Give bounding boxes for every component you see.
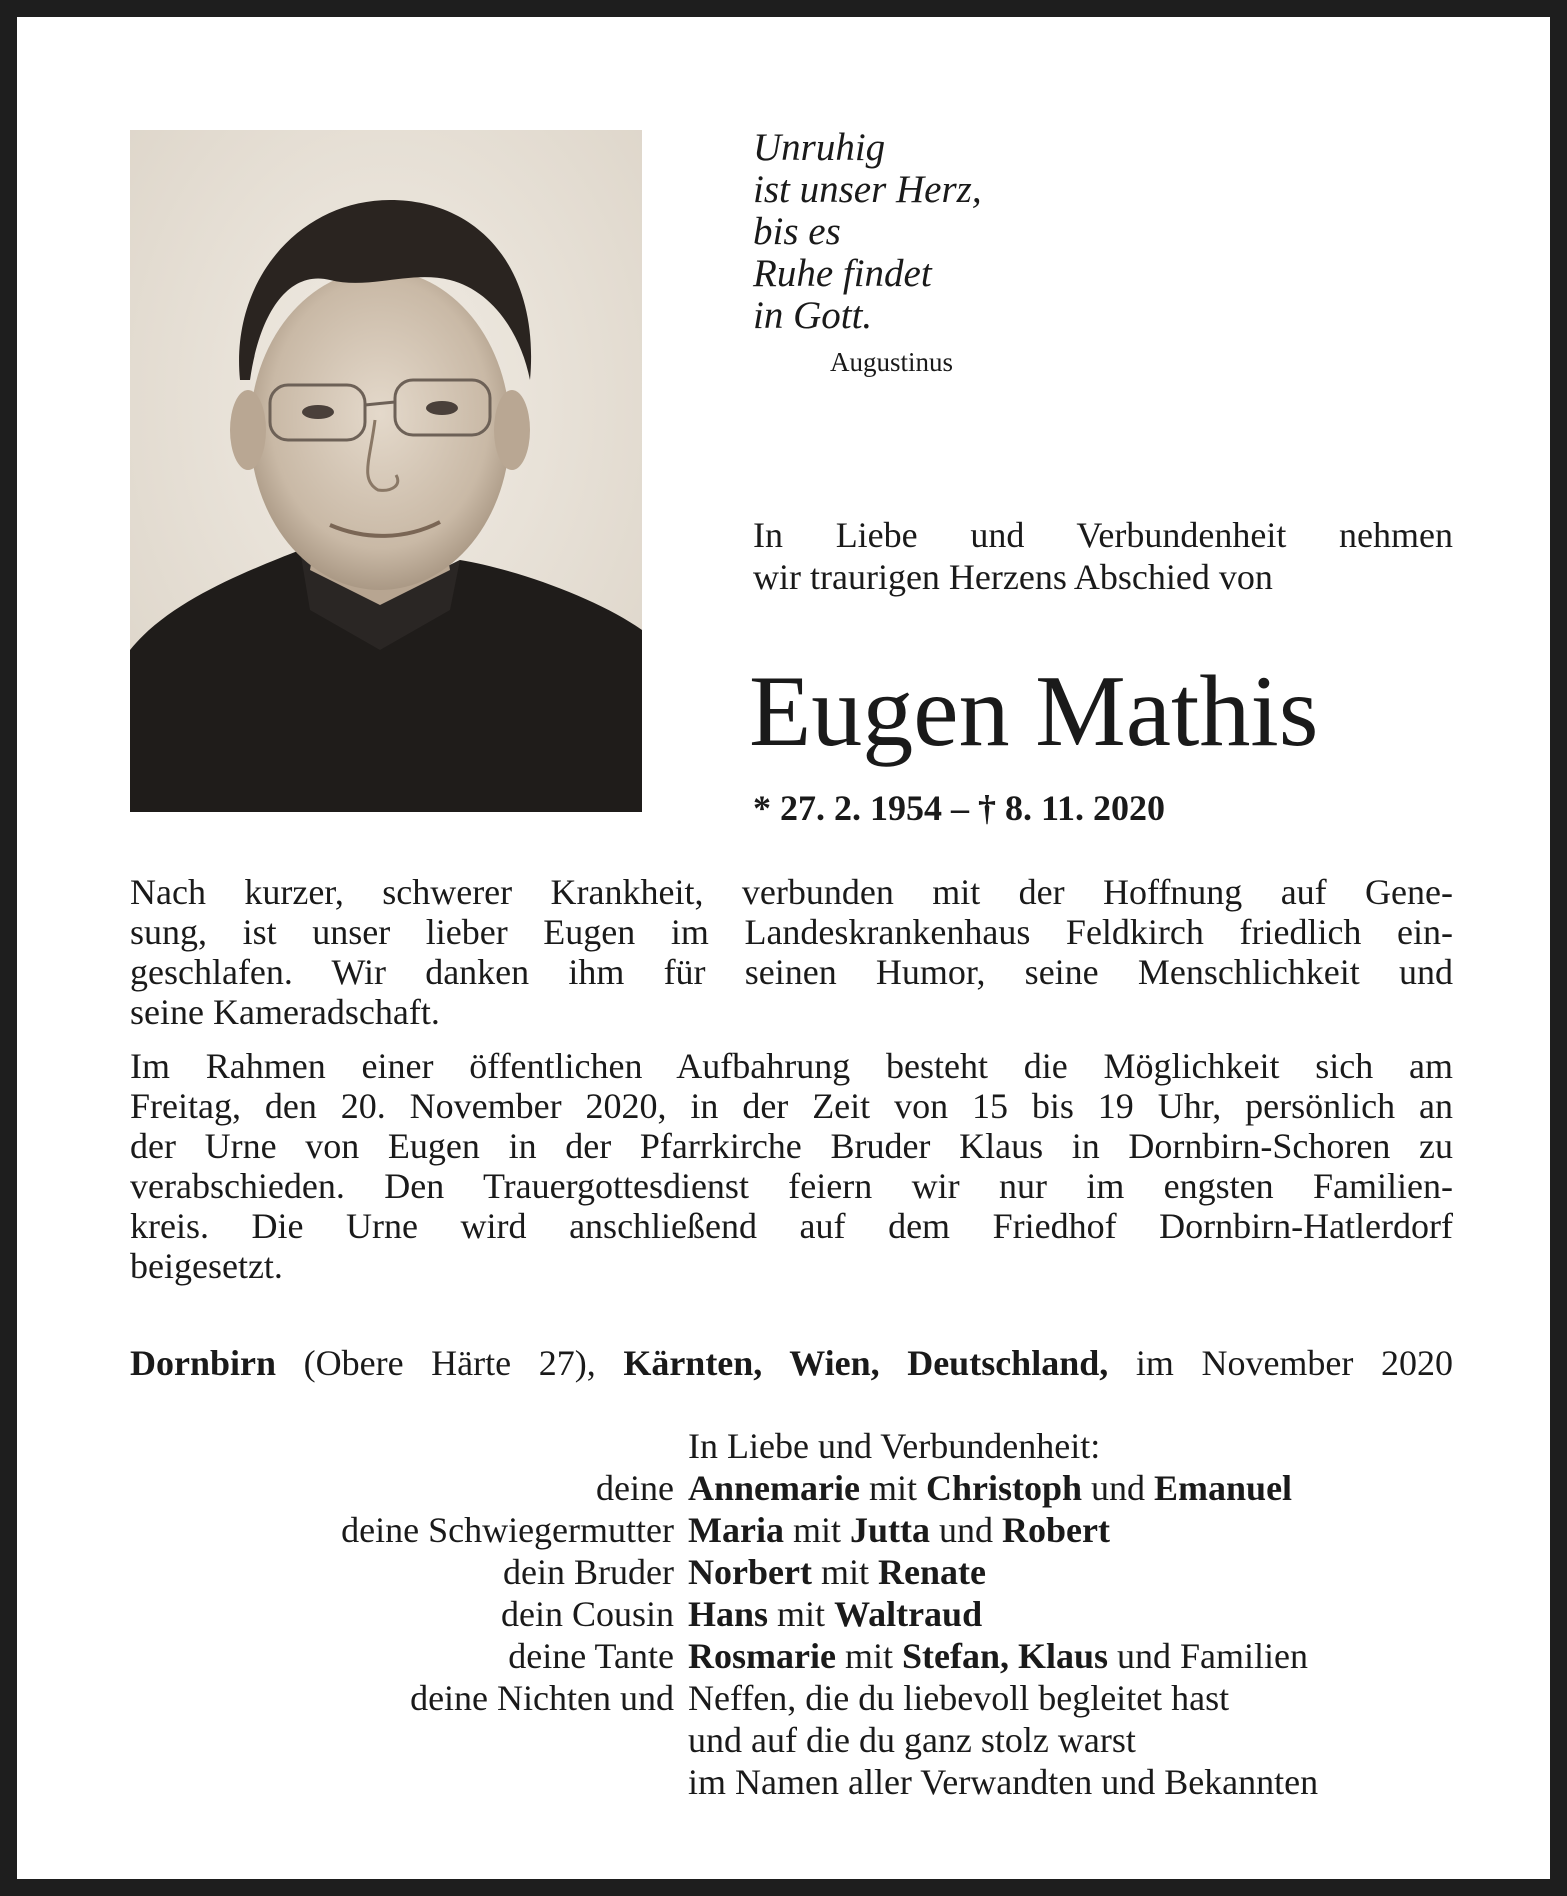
family-rows: [130, 1467, 1453, 1803]
quote-author: Augustinus: [830, 347, 954, 377]
quote-line: Ruhe findet: [753, 252, 932, 295]
place-regions: Kärnten, Wien, Deutschland,: [623, 1343, 1109, 1383]
body-line: sung, ist unser lieber Eugen im Landeskrankenhaus Feldkirch friedlich ein-: [130, 912, 1453, 952]
body-paragraph: [130, 872, 1453, 1032]
family-connector: und: [929, 1510, 1002, 1550]
family-relation: deine Tante: [508, 1636, 674, 1676]
family-connector: im Namen aller Verwandten und Bekannten: [688, 1762, 1319, 1802]
place-city: Dornbirn: [130, 1343, 277, 1383]
quote: [753, 127, 982, 337]
family-row: [130, 1635, 1453, 1677]
family-names: [688, 1635, 1453, 1677]
quote-line: Unruhig: [753, 126, 886, 169]
family-row: [130, 1551, 1453, 1593]
family-relation: deine Nichten und: [410, 1678, 674, 1718]
body-line: Nach kurzer, schwerer Krankheit, verbunden mit der Hoffnung auf Gene-: [130, 872, 1453, 912]
family-member-name: Hans: [688, 1594, 769, 1634]
body-line: beigesetzt.: [130, 1246, 283, 1286]
family-names: [688, 1677, 1453, 1719]
body-line: geschlafen. Wir danken ihm für seinen Humor, seine Menschlichkeit und: [130, 952, 1453, 992]
family-names: [688, 1551, 1453, 1593]
body-line: seine Kameradschaft.: [130, 992, 440, 1032]
family-names: [688, 1761, 1453, 1803]
family-member-name: Annemarie: [688, 1468, 860, 1508]
family-row: [130, 1509, 1453, 1551]
family-names: [688, 1593, 1453, 1635]
body-line: verabschieden. Den Trauergottesdienst feiern wir nur im engsten Familien-: [130, 1166, 1453, 1206]
body-line: Freitag, den 20. November 2020, in der Zeit von 15 bis 19 Uhr, persönlich an: [130, 1086, 1453, 1126]
intro-line: wir traurigen Herzens Abschied von: [753, 557, 1273, 597]
family-row: [130, 1761, 1453, 1803]
body-line: Im Rahmen einer öffentlichen Aufbahrung besteht die Möglichkeit sich am: [130, 1046, 1453, 1086]
family-member-name: Norbert: [688, 1552, 812, 1592]
body-paragraph: [130, 1046, 1453, 1286]
family-relation: deine Schwiegermutter: [341, 1510, 674, 1550]
family-member-name: Rosmarie: [688, 1636, 836, 1676]
family-member-name: Robert: [1001, 1510, 1110, 1550]
portrait-photo: [130, 130, 642, 812]
family-row: [130, 1593, 1453, 1635]
family-relation: dein Bruder: [503, 1552, 674, 1592]
family-row: [130, 1677, 1453, 1719]
body-line: der Urne von Eugen in der Pfarrkirche Bruder Klaus in Dornbirn-Schoren zu: [130, 1126, 1453, 1166]
family-relation: deine: [596, 1468, 674, 1508]
obituary-page: [17, 17, 1550, 1879]
family-connector: mit: [811, 1552, 878, 1592]
family-member-name: Emanuel: [1154, 1468, 1293, 1508]
family-relation: [130, 1761, 688, 1803]
portrait-photo-image: [130, 130, 642, 812]
family-connector: und auf die du ganz stolz warst: [688, 1720, 1136, 1760]
place-address: (Obere Härte 27),: [276, 1343, 624, 1383]
family-header: In Liebe und Verbundenheit:: [688, 1426, 1101, 1466]
family-connector: mit: [768, 1594, 835, 1634]
quote-line: in Gott.: [753, 294, 873, 337]
family-connector: mit: [783, 1510, 850, 1550]
family-member-name: Jutta: [849, 1510, 930, 1550]
family-connector: mit: [859, 1468, 926, 1508]
family-connector: und: [1082, 1468, 1155, 1508]
family-connector: Neffen, die du liebevoll begleitet hast: [688, 1678, 1230, 1718]
family-header-row: [130, 1425, 1453, 1467]
family-row: [130, 1467, 1453, 1509]
family-connector: und Familien: [1108, 1636, 1309, 1676]
family-names: [688, 1719, 1453, 1761]
quote-line: ist unser Herz,: [753, 168, 982, 211]
quote-line: bis es: [753, 210, 841, 253]
family-member-name: Renate: [877, 1552, 986, 1592]
family-names: [688, 1509, 1453, 1551]
family-row: [130, 1719, 1453, 1761]
family-connector: mit: [835, 1636, 902, 1676]
family-member-name: Maria: [688, 1510, 784, 1550]
family-relation: dein Cousin: [500, 1594, 674, 1634]
intro-line: In Liebe und Verbundenheit nehmen: [753, 515, 1453, 555]
family-member-name: Waltraud: [834, 1594, 983, 1634]
place-date-line: [130, 1342, 1453, 1384]
life-dates: * 27. 2. 1954 – † 8. 11. 2020: [753, 788, 1166, 828]
family-member-name: Stefan, Klaus: [901, 1636, 1109, 1676]
deceased-name: Eugen Mathis: [749, 655, 1319, 768]
place-date: im November 2020: [1108, 1343, 1454, 1383]
family-list: [130, 1425, 1453, 1803]
obituary-body: [130, 872, 1453, 1300]
body-line: kreis. Die Urne wird anschließend auf dem Friedhof Dornbirn-Hatlerdorf: [130, 1206, 1453, 1246]
family-names: [688, 1467, 1453, 1509]
intro-text: [753, 514, 1453, 598]
family-relation: [130, 1719, 688, 1761]
family-member-name: Christoph: [925, 1468, 1083, 1508]
